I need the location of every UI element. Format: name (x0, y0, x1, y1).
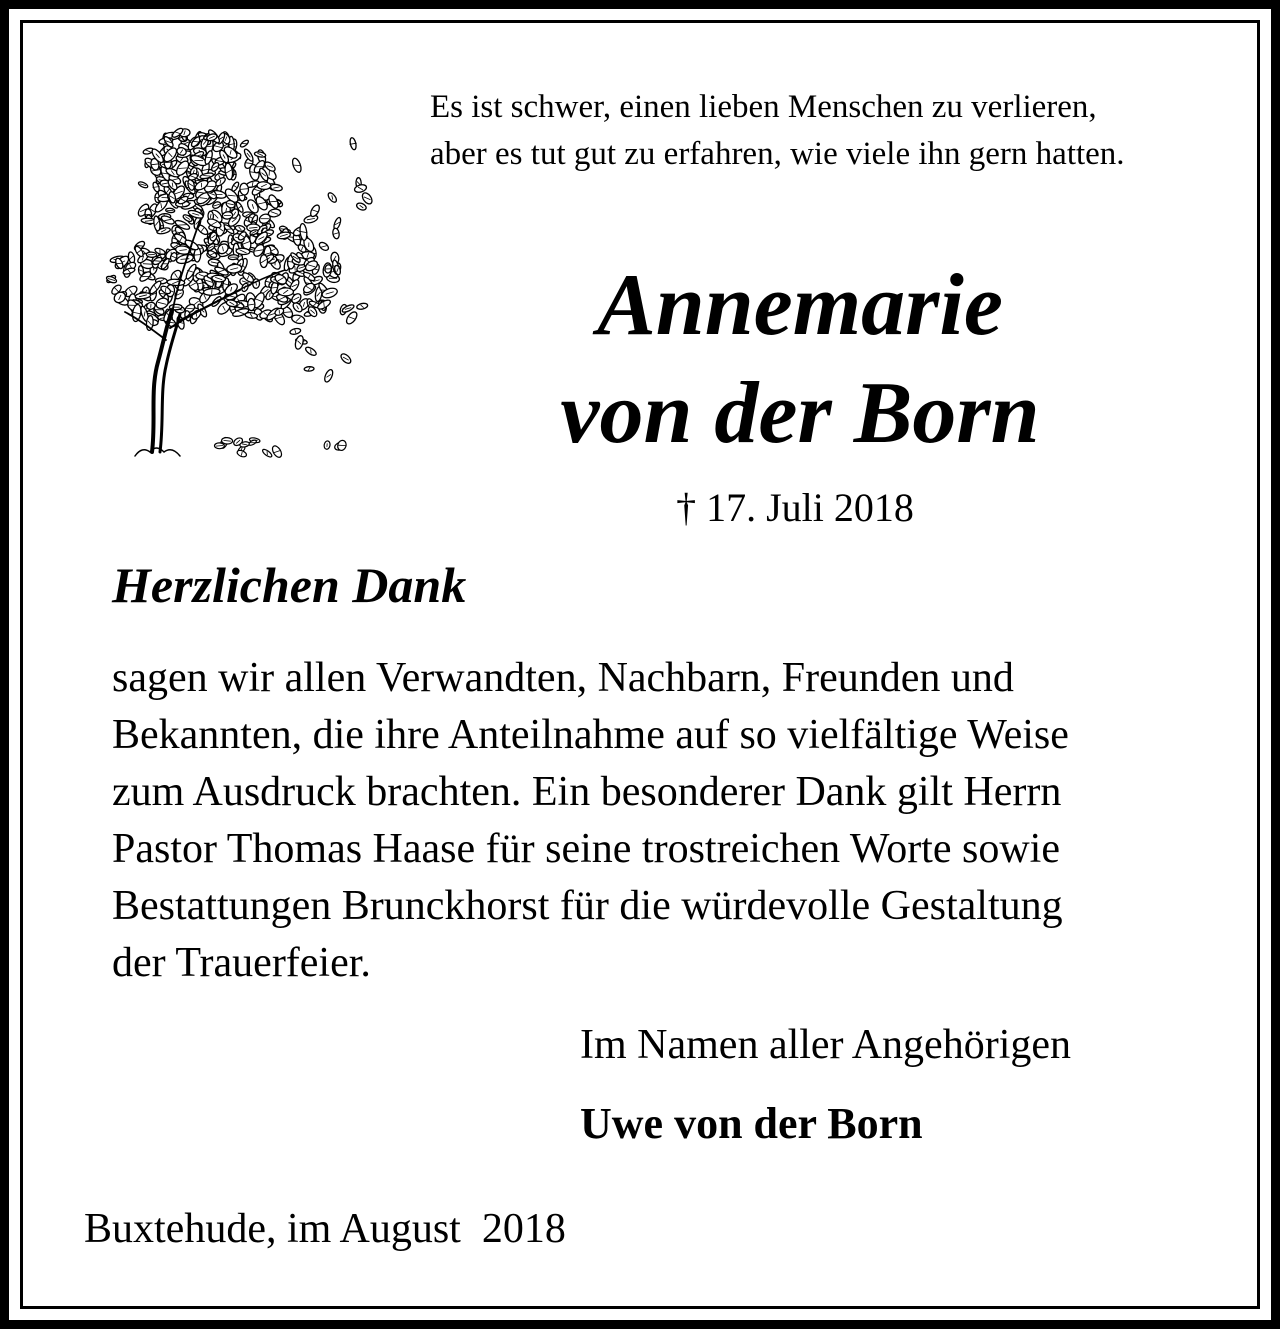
body-line: Bestattungen Brunckhorst für die würdevolle Gestaltung (112, 883, 1063, 929)
signoff-text: Im Namen aller Angehörigen (580, 1022, 1071, 1068)
body-line: zum Ausdruck brachten. Ein besonderer Dank gilt Herrn (112, 769, 1062, 815)
windblown-tree-icon (80, 100, 380, 470)
place-date: Buxtehude, im August 2018 (84, 1206, 566, 1252)
deceased-first-name: Annemarie (597, 257, 1003, 354)
body-line: Bekannten, die ihre Anteilnahme auf so vielfältige Weise (112, 712, 1069, 758)
motto-line: Es ist schwer, einen lieben Menschen zu verlieren, (430, 89, 1097, 125)
thanks-heading: Herzlichen Dank (112, 557, 467, 613)
motto-line: aber es tut gut zu erfahren, wie viele ihn gern hatten. (430, 136, 1125, 172)
body-line: Pastor Thomas Haase für seine trostreichen Worte sowie (112, 826, 1060, 872)
body-line: der Trauerfeier. (112, 940, 371, 986)
motto-quote (430, 84, 1125, 178)
death-date: † 17. Juli 2018 (676, 485, 914, 530)
signer-name: Uwe von der Born (580, 1099, 923, 1148)
body-line: sagen wir allen Verwandten, Nachbarn, Freunden und (112, 655, 1014, 701)
thanks-body (112, 650, 1069, 992)
deceased-family-name: von der Born (560, 365, 1040, 462)
